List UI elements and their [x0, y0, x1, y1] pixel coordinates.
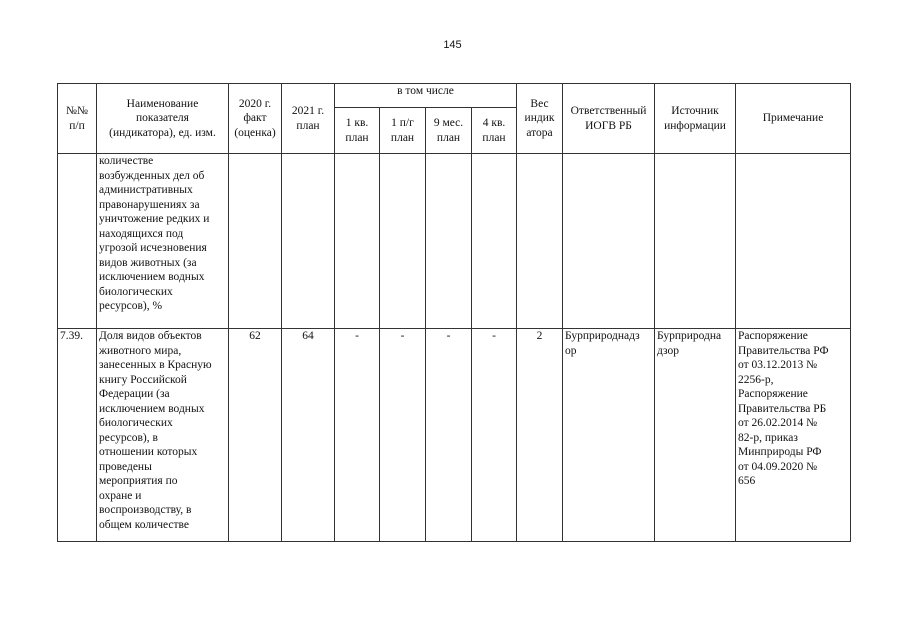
header-9m-plan: 9 мес. план	[426, 108, 472, 154]
table-row	[58, 154, 851, 329]
indicators-table	[57, 83, 851, 542]
cell-fact-2020	[229, 154, 282, 329]
cell-fact-2020: 62	[229, 329, 282, 542]
header-plan-2021: 2021 г. план	[282, 84, 335, 154]
cell-name: количестве возбужденных дел об административных правонарушениях за уничтожение редких и находящихся под угрозой исчезновения видов животных (за исключением водных биологических ресурсов), %	[97, 154, 229, 329]
cell-source: Бурприродна дзор	[655, 329, 736, 542]
cell-weight: 2	[517, 329, 563, 542]
cell-name: Доля видов объектов животного мира, занесенных в Красную книгу Российской Федерации (за исключением водных биологических ресурсов), в отношении которых проведены мероприятия по охране и воспроизводству, в общем количестве	[97, 329, 229, 542]
header-name: Наименование показателя (индикатора), ед. изм.	[97, 84, 229, 154]
cell-responsible: Бурприроднадз ор	[563, 329, 655, 542]
header-q4-plan: 4 кв. план	[472, 108, 517, 154]
table-row	[58, 329, 851, 542]
cell-note: Распоряжение Правительства РФ от 03.12.2013 № 2256-р, Распоряжение Правительства РБ от 26.02.2014 № 82-р, приказ Минприроды РФ от 04.09.2020 № 656	[736, 329, 851, 542]
cell-weight	[517, 154, 563, 329]
cell-num: 7.39.	[58, 329, 97, 542]
cell-9m: -	[426, 329, 472, 542]
cell-q1	[335, 154, 380, 329]
header-h1-plan: 1 п/г план	[380, 108, 426, 154]
cell-plan-2021: 64	[282, 329, 335, 542]
cell-responsible	[563, 154, 655, 329]
cell-num	[58, 154, 97, 329]
header-weight: Вес индик атора	[517, 84, 563, 154]
cell-h1	[380, 154, 426, 329]
cell-source	[655, 154, 736, 329]
header-row-1	[58, 84, 851, 108]
header-source: Источник информации	[655, 84, 736, 154]
cell-q4: -	[472, 329, 517, 542]
cell-q4	[472, 154, 517, 329]
header-num: №№ п/п	[58, 84, 97, 154]
header-fact-2020: 2020 г. факт (оценка)	[229, 84, 282, 154]
header-including: в том числе	[335, 84, 517, 108]
cell-h1: -	[380, 329, 426, 542]
header-note: Примечание	[736, 84, 851, 154]
cell-note	[736, 154, 851, 329]
cell-9m	[426, 154, 472, 329]
header-q1-plan: 1 кв. план	[335, 108, 380, 154]
header-responsible: Ответственный ИОГВ РБ	[563, 84, 655, 154]
cell-plan-2021	[282, 154, 335, 329]
cell-q1: -	[335, 329, 380, 542]
page-number: 145	[443, 39, 462, 51]
